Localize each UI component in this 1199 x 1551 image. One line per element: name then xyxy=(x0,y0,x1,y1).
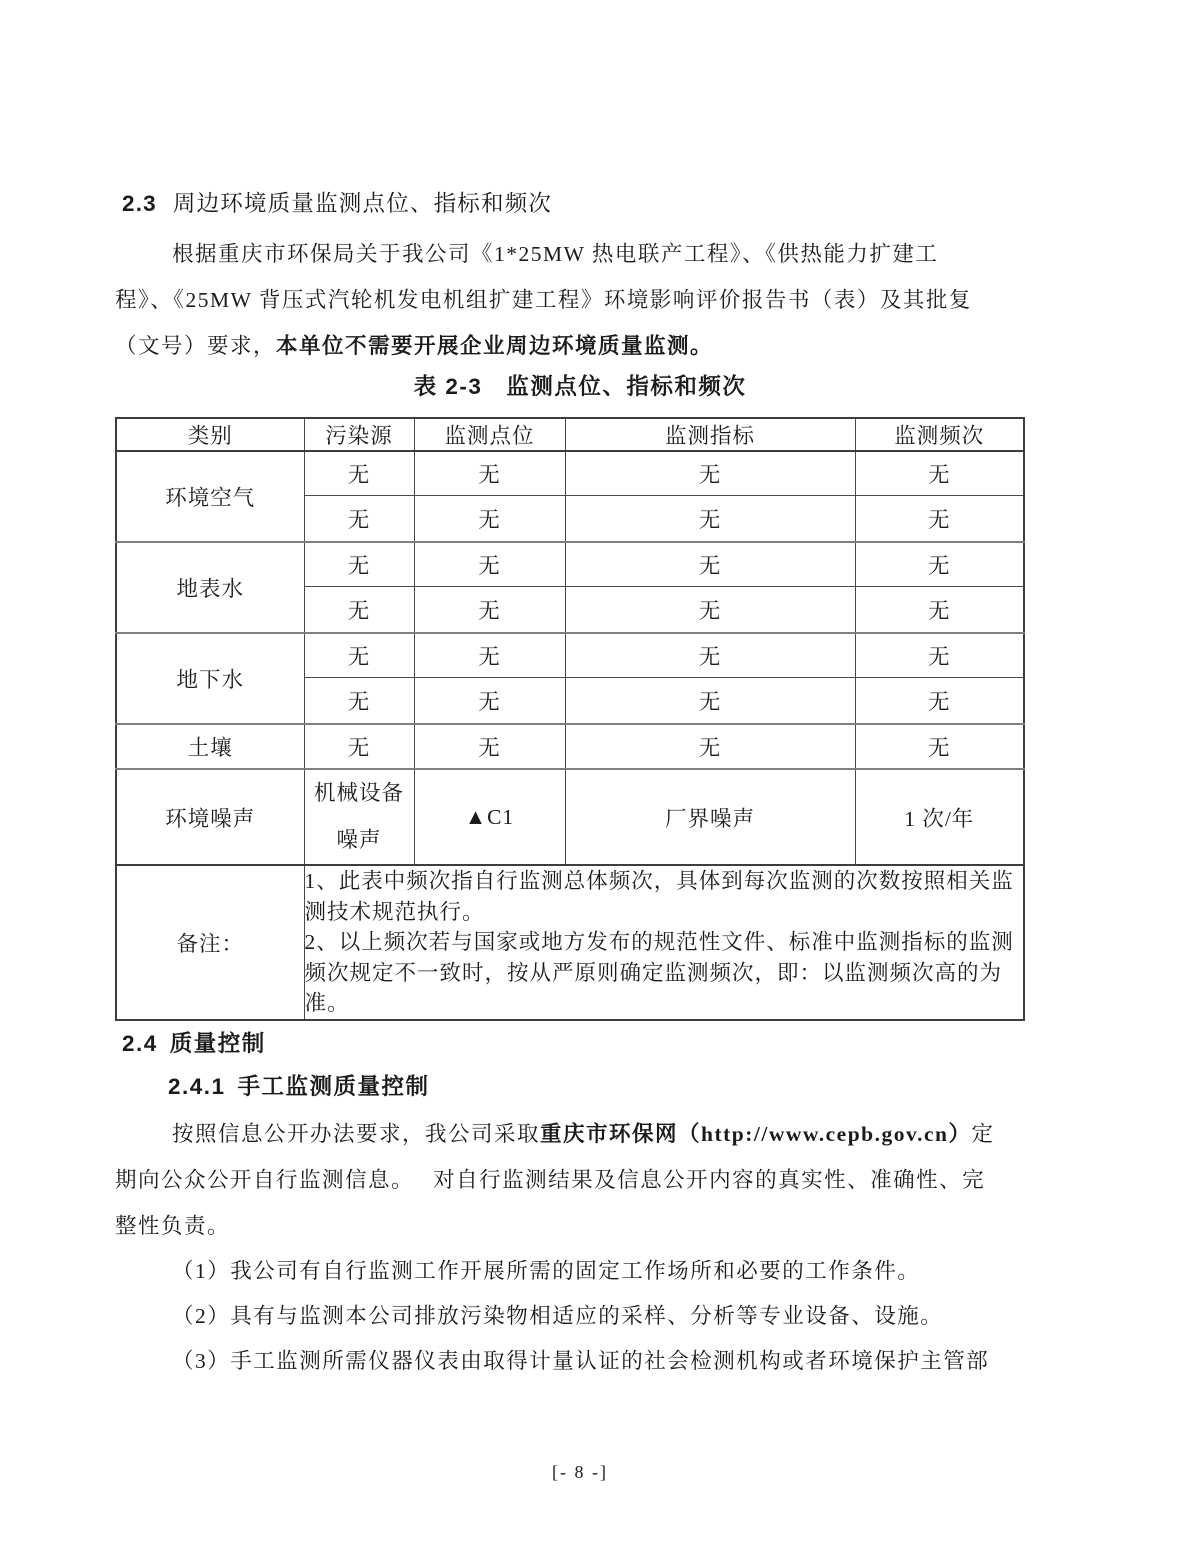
header-cell-monitoring-point: 监测点位 xyxy=(414,418,565,451)
table-cell: 无 xyxy=(855,542,1024,587)
remark-label-cell: 备注： xyxy=(116,865,304,1020)
page-number: [- 8 -] xyxy=(552,1462,608,1482)
remark-note-1: 1、此表中频次指自行监测总体频次，具体到每次监测的次数按照相关监测技术规范执行。 xyxy=(304,869,1014,924)
table-cell: 无 xyxy=(855,678,1024,725)
table-cell: 无 xyxy=(304,496,414,543)
table-title: 表 2-3 监测点位、指标和频次 xyxy=(413,374,747,399)
section-2-4-title: 质量控制 xyxy=(169,1031,266,1056)
table-cell: 无 xyxy=(565,633,855,678)
category-cell-surface-water: 地表水 xyxy=(116,542,304,633)
remark-content-cell xyxy=(304,865,1024,1020)
intro-line-3-normal: （文号）要求， xyxy=(115,334,277,358)
table-row xyxy=(116,633,1024,678)
table-row xyxy=(116,769,1024,865)
section-2-3-title: 周边环境质量监测点位、指标和频次 xyxy=(172,191,553,216)
table-cell: 无 xyxy=(414,724,565,769)
table-cell: ▲C1 xyxy=(414,769,565,865)
qc-line-1-normal: 按照信息公开办法要求，我公司采取 xyxy=(172,1122,541,1146)
qc-line-1-tail: 定 xyxy=(971,1122,995,1146)
list-item-2: （2）具有与监测本公司排放污染物相适应的采样、分析等专业设备、设施。 xyxy=(172,1304,944,1328)
section-heading-2-3 xyxy=(122,186,552,218)
list-item-1: （1）我公司有自行监测工作开展所需的固定工作场所和必要的工作条件。 xyxy=(172,1259,921,1283)
intro-line-1: 根据重庆市环保局关于我公司《1*25MW 热电联产工程》、《供热能力扩建工 xyxy=(172,242,939,266)
header-cell-category: 类别 xyxy=(116,418,304,451)
qc-line-1-bold: 重庆市环保网（http://www.cepb.gov.cn） xyxy=(540,1122,972,1146)
table-header-row xyxy=(116,418,1024,451)
table-cell: 无 xyxy=(565,724,855,769)
table-cell: 无 xyxy=(304,542,414,587)
qc-line-3: 整性负责。 xyxy=(115,1214,231,1238)
table-cell: 无 xyxy=(304,587,414,634)
table-row xyxy=(116,724,1024,769)
intro-line-2: 程》、《25MW 背压式汽轮机发电机组扩建工程》环境影响评价报告书（表）及其批复 xyxy=(115,288,972,312)
table-cell: 无 xyxy=(304,678,414,725)
table-cell: 厂界噪声 xyxy=(565,769,855,865)
table-cell: 无 xyxy=(855,587,1024,634)
table-cell: 无 xyxy=(565,451,855,496)
section-2-4-1-title: 手工监测质量控制 xyxy=(237,1074,430,1099)
table-cell: 无 xyxy=(565,587,855,634)
table-cell: 无 xyxy=(304,633,414,678)
section-2-3-number: 2.3 xyxy=(122,191,157,216)
section-heading-2-4-1 xyxy=(168,1069,430,1101)
table-cell: 无 xyxy=(414,678,565,725)
monitoring-table xyxy=(115,417,1025,1021)
section-heading-2-4 xyxy=(122,1026,266,1058)
qc-line-2: 期向公众公开自行监测信息。 对自行监测结果及信息公开内容的真实性、准确性、完 xyxy=(115,1168,986,1192)
remark-note-2: 2、以上频次若与国家或地方发布的规范性文件、标准中监测指标的监测频次规定不一致时，按从严原则确定监测频次，即：以监测频次高的为准。 xyxy=(304,930,1014,1015)
table-cell: 机械设备噪声 xyxy=(304,769,414,865)
intro-line-3 xyxy=(115,332,1091,360)
qc-line-1 xyxy=(115,1120,1091,1148)
category-cell-ambient-air: 环境空气 xyxy=(116,451,304,542)
table-cell: 1 次/年 xyxy=(855,769,1024,865)
table-cell: 无 xyxy=(855,633,1024,678)
table-cell: 无 xyxy=(414,542,565,587)
table-cell: 无 xyxy=(414,587,565,634)
list-item-3: （3）手工监测所需仪器仪表由取得计量认证的社会检测机构或者环境保护主管部 xyxy=(172,1349,990,1373)
table-cell: 无 xyxy=(304,724,414,769)
category-cell-groundwater: 地下水 xyxy=(116,633,304,724)
table-cell: 无 xyxy=(414,633,565,678)
section-2-4-number: 2.4 xyxy=(122,1031,158,1056)
table-cell: 无 xyxy=(414,496,565,543)
table-remark-row xyxy=(116,865,1024,1020)
table-cell: 无 xyxy=(565,678,855,725)
table-cell: 无 xyxy=(304,451,414,496)
section-2-4-1-number: 2.4.1 xyxy=(168,1074,226,1099)
table-cell: 无 xyxy=(414,451,565,496)
table-cell: 无 xyxy=(565,496,855,543)
table-cell: 无 xyxy=(855,724,1024,769)
header-cell-pollution-source: 污染源 xyxy=(304,418,414,451)
header-cell-monitoring-indicator: 监测指标 xyxy=(565,418,855,451)
header-cell-monitoring-frequency: 监测频次 xyxy=(855,418,1024,451)
category-cell-environmental-noise: 环境噪声 xyxy=(116,769,304,865)
table-cell: 无 xyxy=(855,496,1024,543)
table-cell: 无 xyxy=(565,542,855,587)
category-cell-soil: 土壤 xyxy=(116,724,304,769)
intro-line-3-bold: 本单位不需要开展企业周边环境质量监测。 xyxy=(276,334,714,358)
table-row xyxy=(116,451,1024,496)
table-cell: 无 xyxy=(855,451,1024,496)
table-row xyxy=(116,542,1024,587)
